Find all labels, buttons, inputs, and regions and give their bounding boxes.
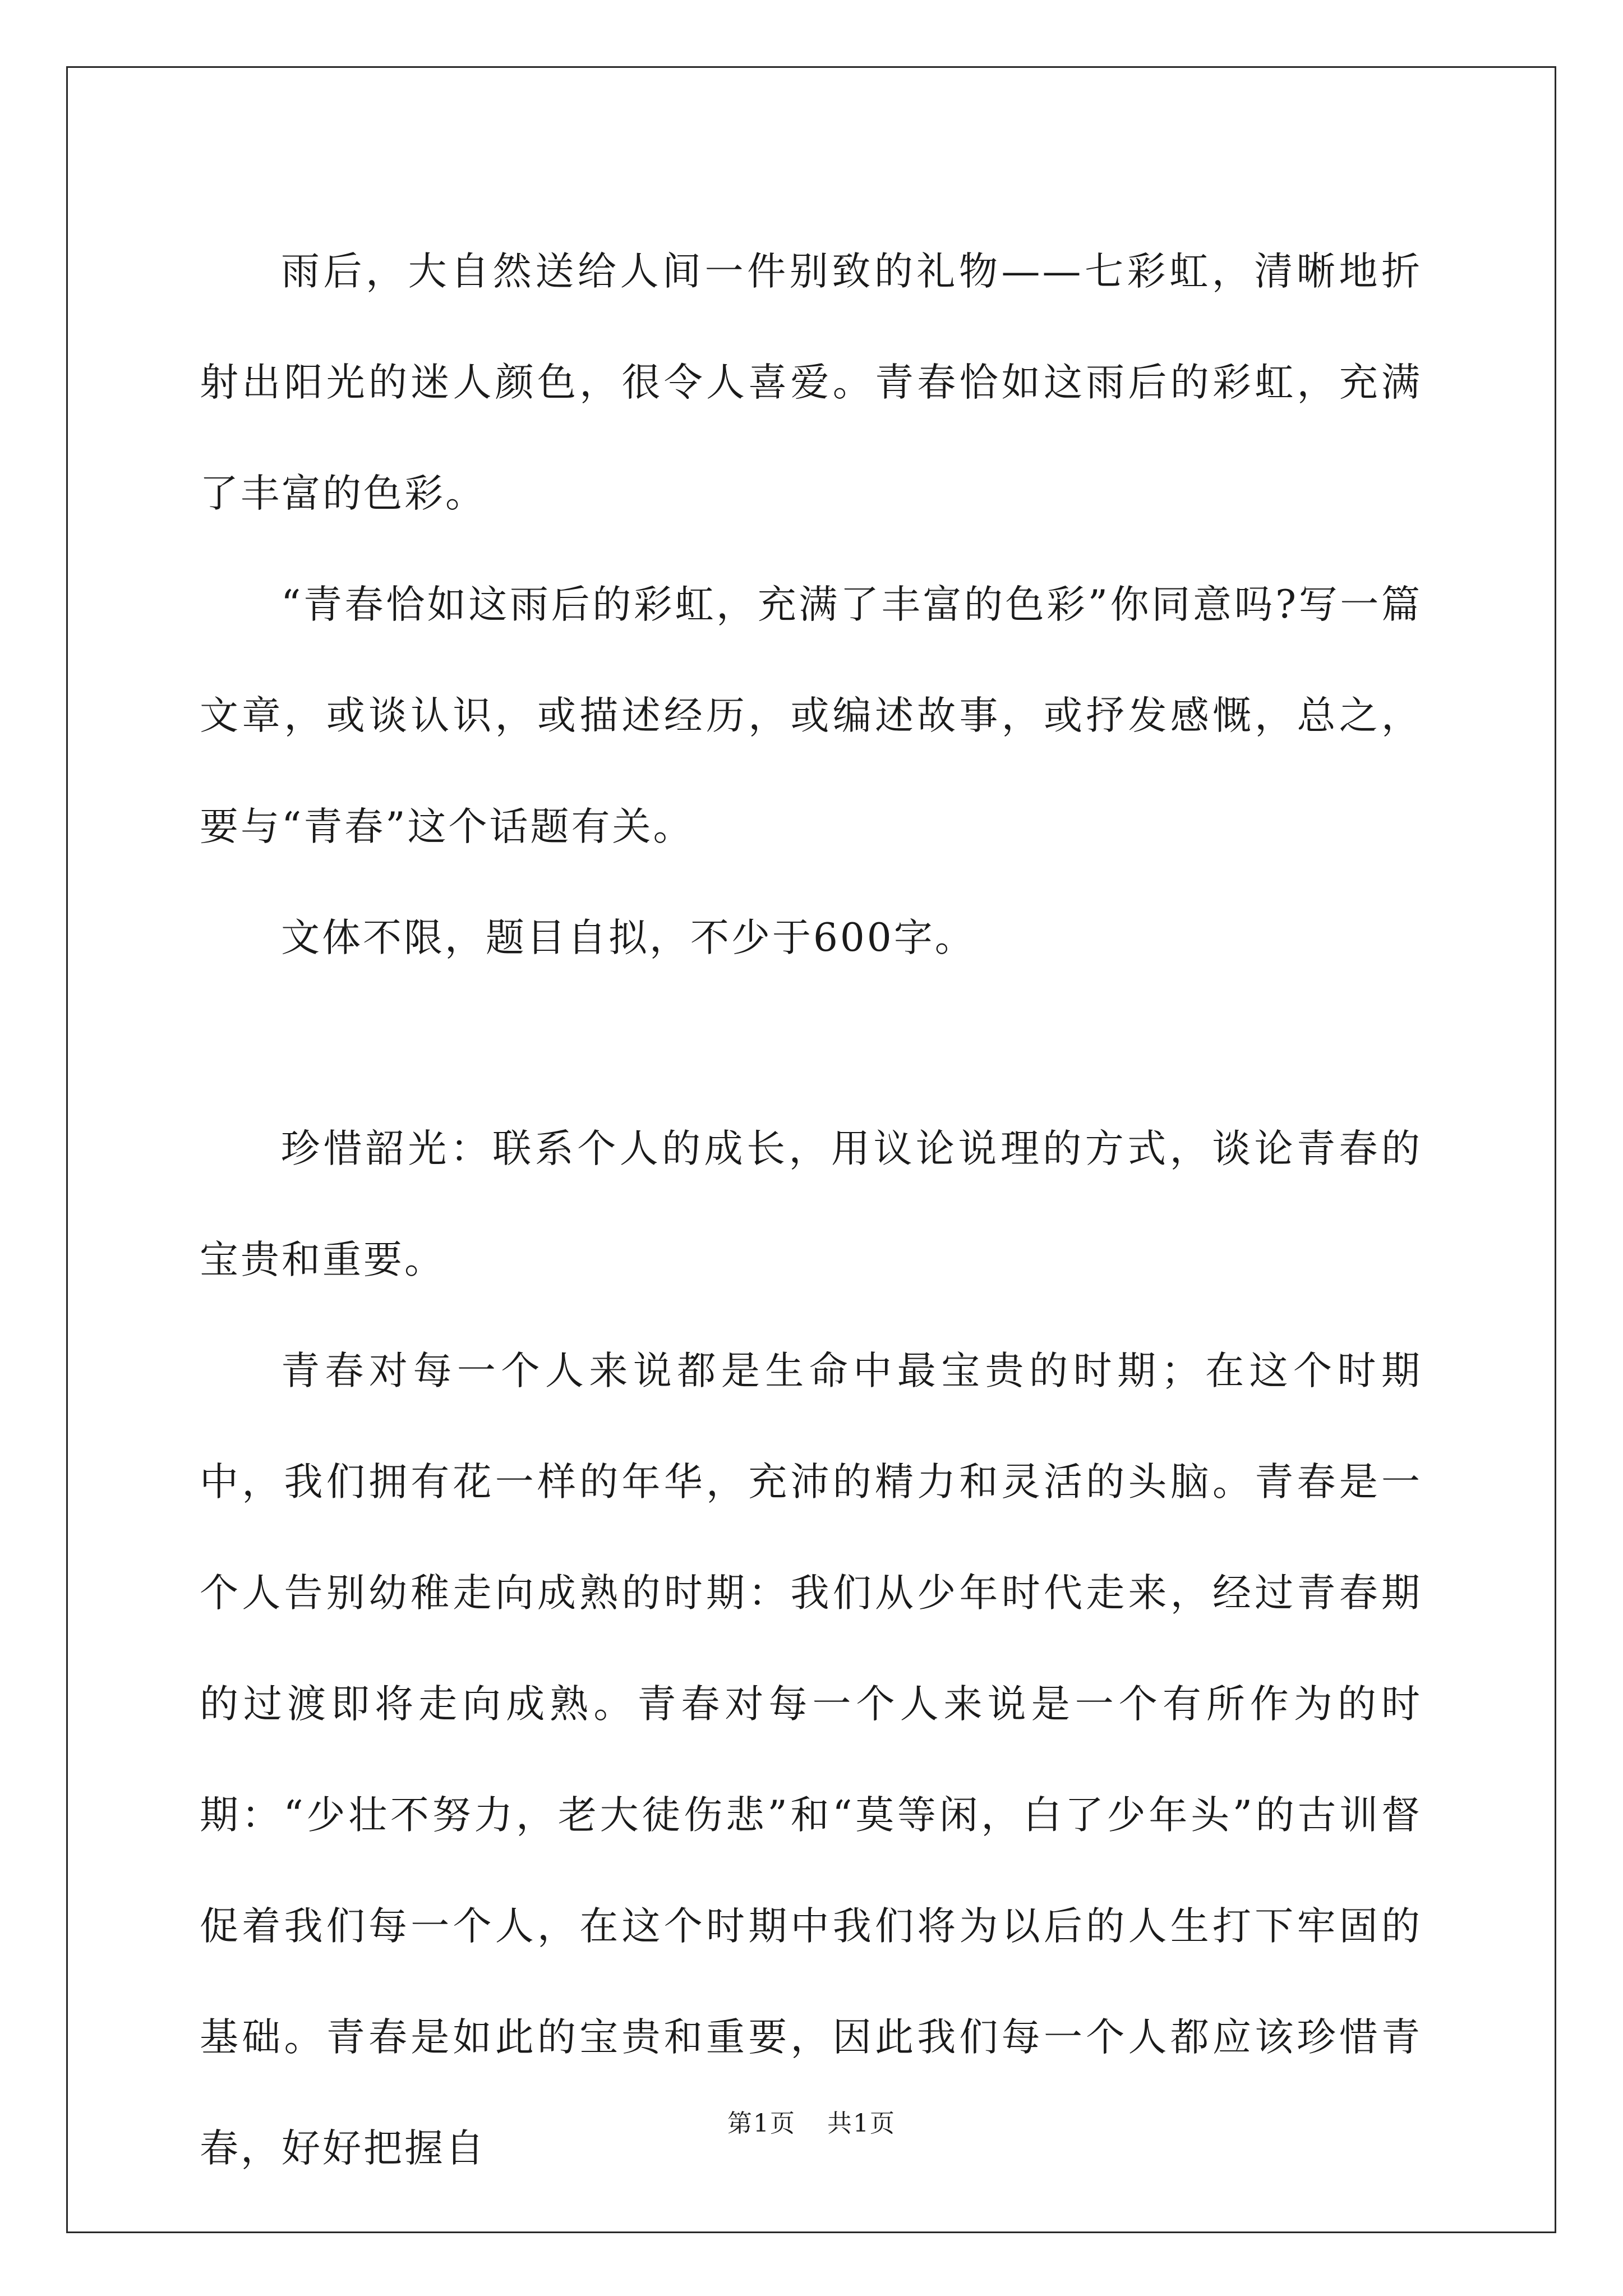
- essay-paragraph: 青春对每一个人来说都是生命中最宝贵的时期；在这个时期中，我们拥有花一样的年华，充沛的精力和灵活的头脑。青春是一个人告别幼稚走向成熟的时期：我们从少年时代走来，经过青春期的过渡即将走向成熟。青春对每一个人来说是一个有所作为的时期：“少壮不努力，老大徒伤悲”和“莫等闲，白了少年头”的古训督促着我们每一个人，在这个时期中我们将为以后的人生打下牢固的基础。青春是如此的宝贵和重要，因此我们每一个人都应该珍惜青春，好好把握自: [200, 1349, 1422, 2171]
- prompt-paragraph: 雨后，大自然送给人间一件别致的礼物——七彩虹，清晰地折射出阳光的迷人颜色，很令人喜爱。青春恰如这雨后的彩虹，充满了丰富的色彩。: [200, 249, 1422, 516]
- section-gap: [200, 993, 1422, 1093]
- document-body: [200, 216, 1422, 2204]
- section-heading-paragraph: 珍惜韶光：联系个人的成长，用议论说理的方式，谈论青春的宝贵和重要。: [200, 1126, 1422, 1282]
- page-total: 共1页: [827, 2109, 896, 2138]
- question-paragraph: “青春恰如这雨后的彩虹，充满了丰富的色彩”你同意吗?写一篇文章，或谈认识，或描述经历，或编述故事，或抒发感慨，总之，要与“青春”这个话题有关。: [200, 582, 1422, 849]
- page-footer: [0, 2108, 1623, 2139]
- requirement-paragraph: 文体不限，题目自拟，不少于600字。: [281, 915, 976, 960]
- page-number: 第1页: [727, 2109, 796, 2138]
